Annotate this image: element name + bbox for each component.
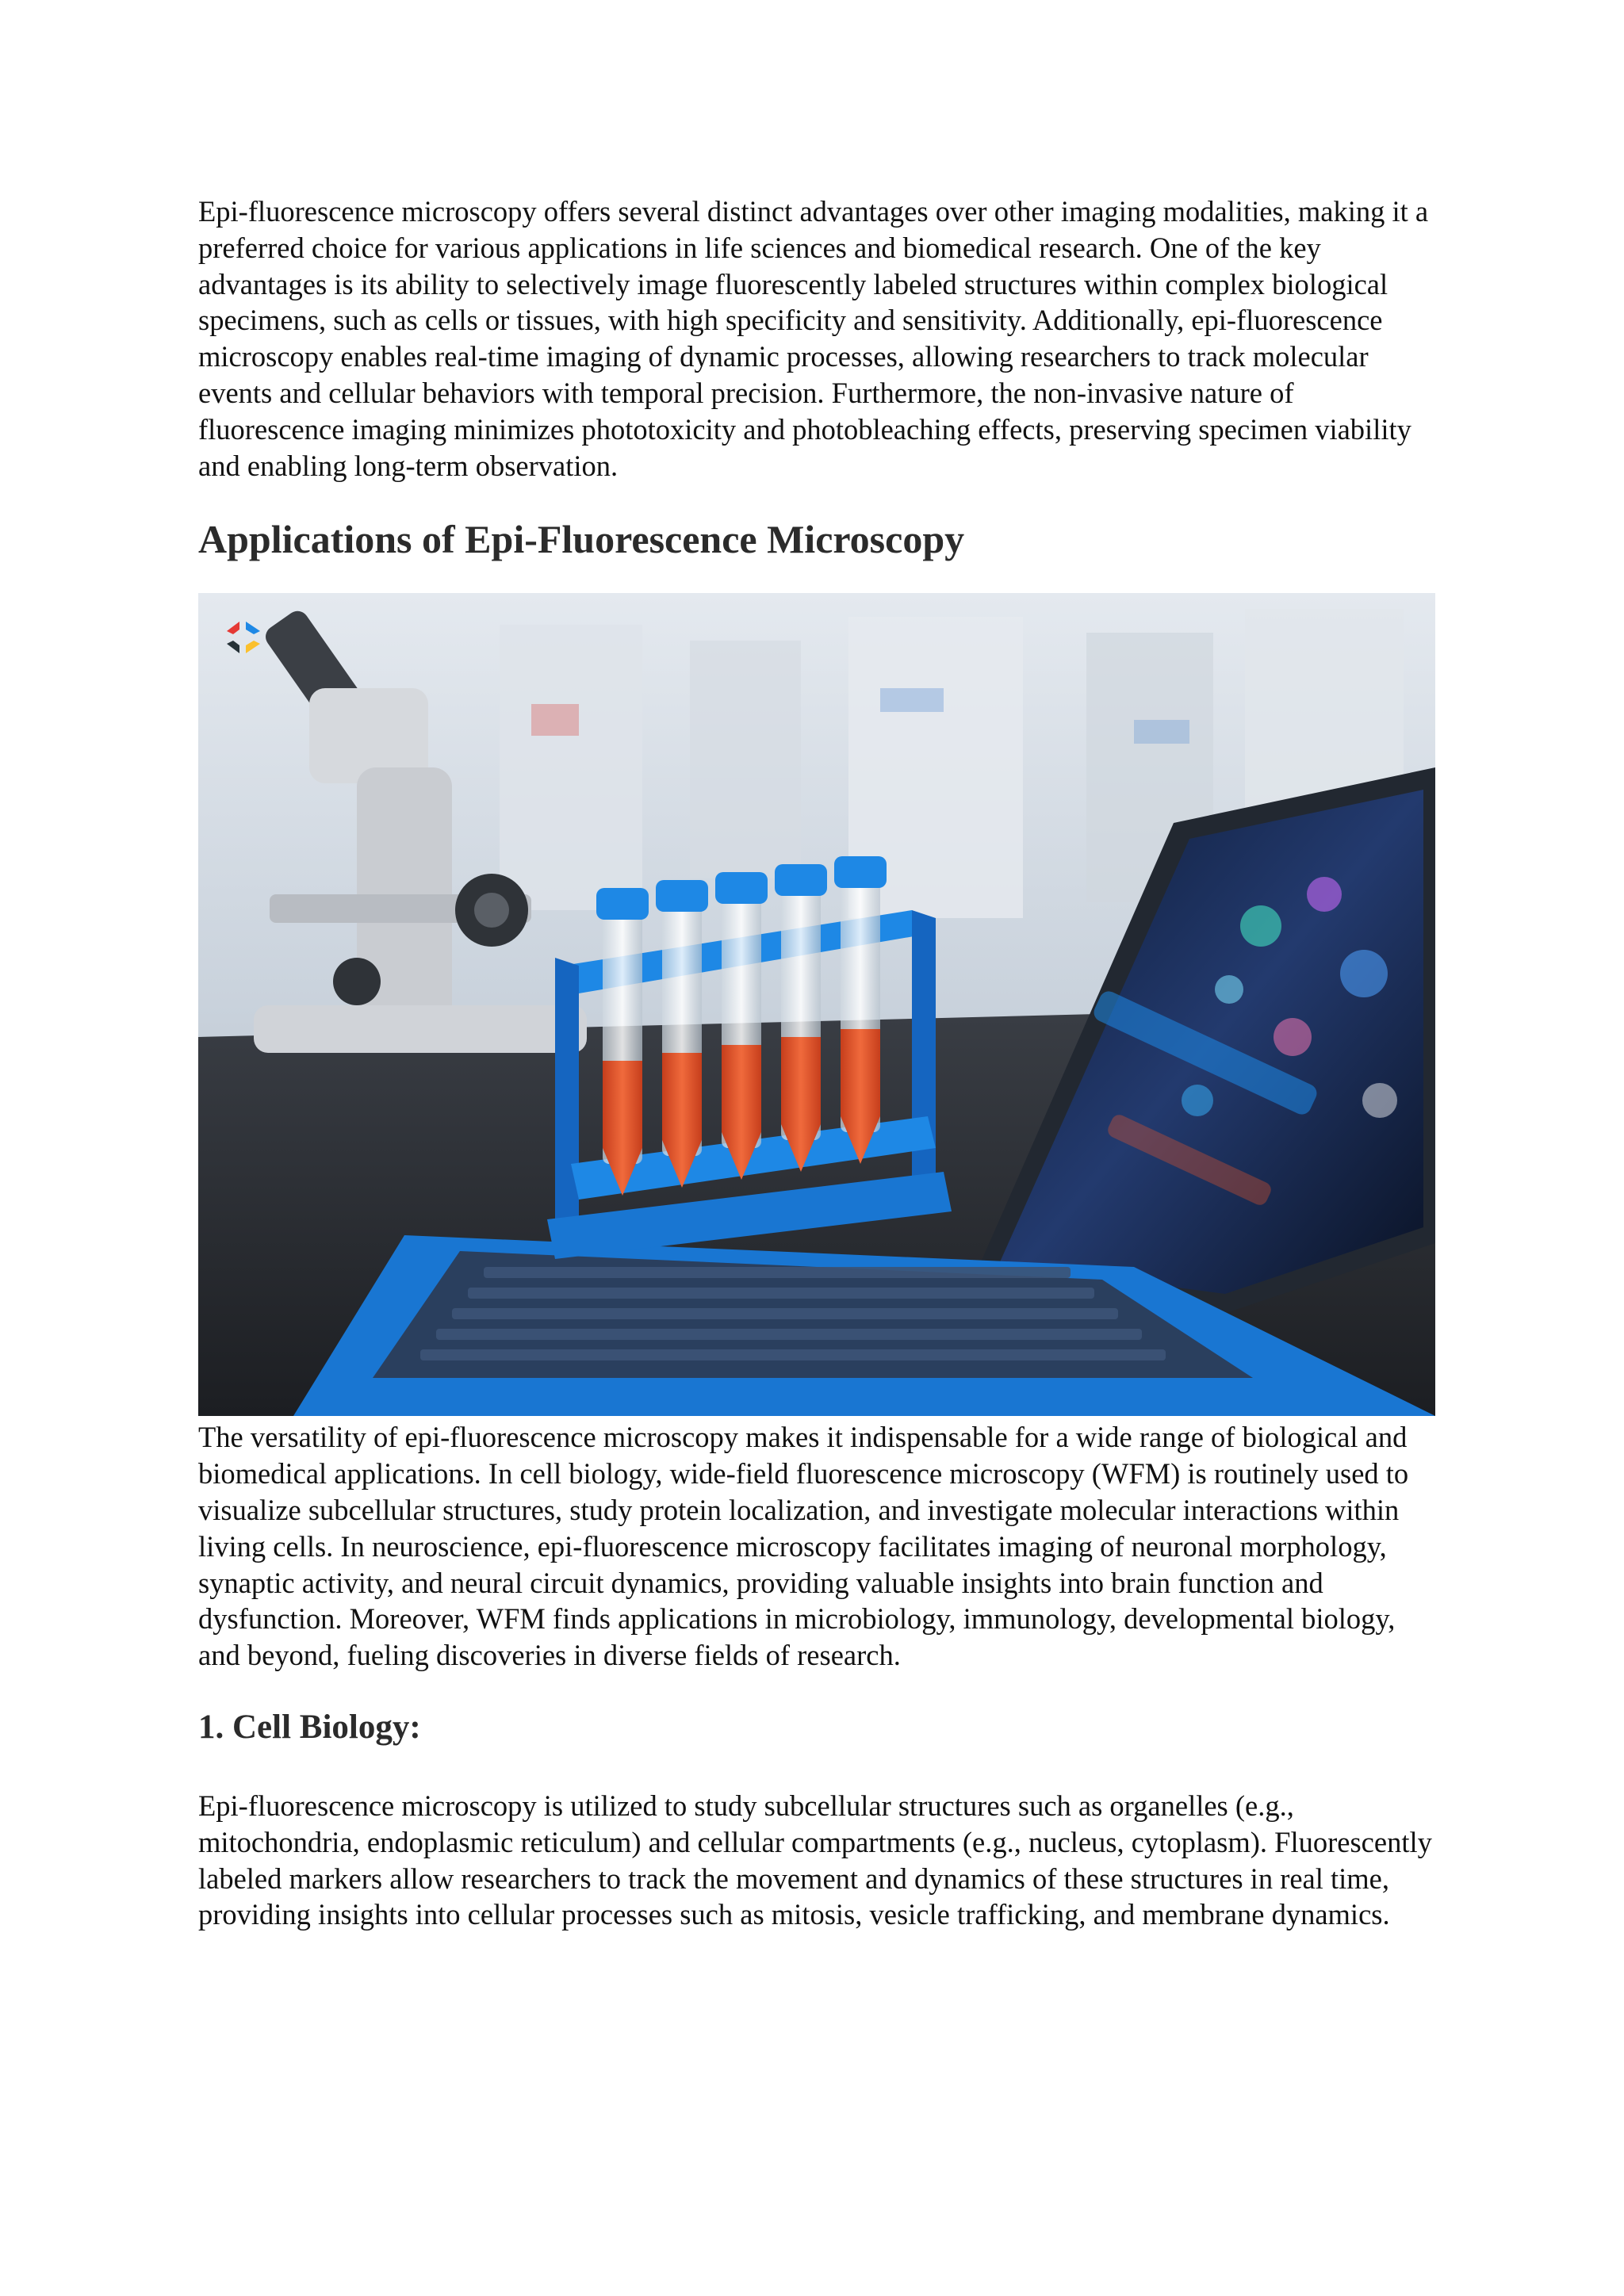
test-tube-2	[656, 880, 708, 1188]
test-tube-1	[596, 888, 649, 1196]
versatility-paragraph: The versatility of epi-fluorescence microscopy makes it indispensable for a wide range of biological and biomedical applications. In cell biology, wide-field fluorescence microscopy (WFM) is routinely used to visualize subcellular structures, study protein localization, and investigate molecular interactions within living cells. In neuroscience, epi-fluorescence microscopy facilitates imaging of neuronal morphology, synaptic activity, and neural circuit dynamics, providing valuable insights into brain function and dysfunction. Moreover, WFM finds applications in microbiology, immunology, developmental biology, and beyond, fueling discoveries in diverse fields of research.	[198, 1421, 1409, 1672]
test-tube-3	[715, 872, 768, 1180]
intro-paragraph: Epi-fluorescence microscopy offers several distinct advantages over other imaging modalities, making it a preferred choice for various applications in life sciences and biomedical research. One of the key advantages is its ability to selectively image fluorescently labeled structures within complex biological specimens, such as cells or tissues, with high specificity and sensitivity. Additionally, epi-fluorescence microscopy enables real-time imaging of dynamic processes, allowing researchers to track molecular events and cellular behaviors with temporal precision. Furthermore, the non-invasive nature of fluorescence imaging minimizes phototoxicity and photobleaching effects, preserving specimen viability and enabling long-term observation.	[198, 195, 1429, 482]
test-tube-4	[775, 864, 827, 1172]
test-tube-5	[834, 856, 887, 1164]
cell-biology-heading: 1. Cell Biology:	[198, 1708, 421, 1746]
document-page	[198, 193, 1435, 1933]
cell-biology-paragraph: Epi-fluorescence microscopy is utilized to study subcellular structures such as organelles (e.g., mitochondria, endoplasmic reticulum) and cellular compartments (e.g., nucleus, cytoplasm). Fluorescently labeled markers allow researchers to track the movement and dynamics of these structures in real time, providing insights into cellular processes such as mitosis, vesicle trafficking, and membrane dynamics.	[198, 1789, 1432, 1931]
lab-figure	[198, 593, 1435, 1416]
lab-illustration	[198, 593, 1435, 1416]
applications-heading: Applications of Epi-Fluorescence Microscopy	[198, 517, 965, 562]
